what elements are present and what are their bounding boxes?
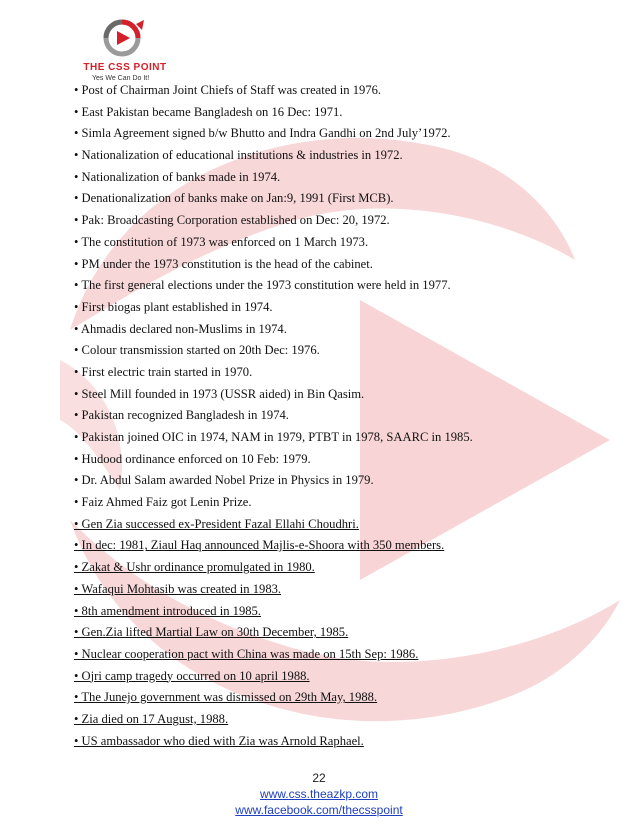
brand-tagline: Yes We Can Do It! [92,75,150,82]
list-item-text: • Wafaqui Mohtasib was created in 1983. [74,581,282,596]
list-item-text: • Nuclear cooperation pact with China was made on 15th Sep: 1986. [74,646,419,661]
list-item-text: • Nationalization of banks made in 1974. [74,169,281,184]
facebook-link[interactable]: www.facebook.com/thecsspoint [235,803,403,817]
list-item [74,340,574,362]
website-link[interactable]: www.css.theazkp.com [259,787,379,801]
list-item-text: • Simla Agreement signed b/w Bhutto and Indra Gandhi on 2nd July’1972. [74,126,451,141]
list-item-text: • Hudood ordinance enforced on 10 Feb: 1979. [74,451,311,466]
fact-list [74,80,574,752]
list-item [74,362,574,384]
list-item [74,275,574,297]
list-item-text: • Pakistan joined OIC in 1974, NAM in 1979, PTBT in 1978, SAARC in 1985. [74,430,473,444]
list-item [74,666,574,688]
list-item [74,731,574,753]
list-item-text: • Faiz Ahmed Faiz got Lenin Prize. [74,495,252,510]
list-item-text: • First biogas plant established in 1974. [74,299,273,314]
list-item [74,384,574,406]
footer [0,770,638,818]
list-item [74,80,574,102]
list-item [74,449,574,471]
logo-mark-icon [70,12,180,64]
list-item [74,405,574,427]
list-item-text: • Post of Chairman Joint Chiefs of Staff was created in 1976. [74,83,382,97]
list-item-text: • Pakistan recognized Bangladesh in 1974. [74,408,289,423]
list-item-text: • Pak: Broadcasting Corporation established on Dec: 20, 1972. [74,213,390,228]
brand-name: THE CSS POINT [83,62,167,73]
list-item-text: • PM under the 1973 constitution is the head of the cabinet. [74,256,373,271]
list-item-text: • First electric train started in 1970. [74,364,253,379]
list-item-text: • 8th amendment introduced in 1985. [74,603,261,618]
list-item [74,557,574,579]
list-item [74,622,574,644]
list-item-text: • Ahmadis declared non-Muslims in 1974. [74,321,287,336]
list-item [74,709,574,731]
list-item-text: • In dec: 1981, Ziaul Haq announced Majlis-e-Shoora with 350 members. [74,538,445,553]
list-item [74,492,574,514]
list-item-text: • East Pakistan became Bangladesh on 16 Dec: 1971. [74,104,343,119]
list-item [74,470,574,492]
list-item-text: • Zakat & Ushr ordinance promulgated in 1980. [74,560,315,575]
list-item-text: • US ambassador who died with Zia was Arnold Raphael. [74,733,364,748]
list-item [74,167,574,189]
list-item [74,102,574,124]
list-item [74,601,574,623]
list-item [74,297,574,319]
list-item-text: • Denationalization of banks make on Jan:9, 1991 (First MCB). [74,191,394,206]
list-item-text: • Steel Mill founded in 1973 (USSR aided) in Bin Qasim. [74,386,365,401]
list-item [74,254,574,276]
list-item-text: • Dr. Abdul Salam awarded Nobel Prize in Physics in 1979. [74,473,374,488]
list-item [74,123,574,145]
list-item [74,319,574,341]
list-item-text: • Zia died on 17 August, 1988. [74,711,229,726]
list-item-text: • Gen.Zia lifted Martial Law on 30th December, 1985. [74,625,349,640]
list-item [74,145,574,167]
list-item [74,644,574,666]
list-item-text: • The constitution of 1973 was enforced on 1 March 1973. [74,234,369,249]
list-item [74,687,574,709]
page-number: 22 [312,771,326,785]
list-item [74,535,574,557]
list-item-text: • Ojri camp tragedy occurred on 10 april 1988. [74,668,310,683]
list-item [74,210,574,232]
list-item-text: • Nationalization of educational institutions & industries in 1972. [74,148,403,163]
list-item-text: • The Junejo government was dismissed on 29th May, 1988. [74,690,378,705]
list-item [74,427,574,449]
list-item-text: • The first general elections under the 1973 constitution were held in 1977. [74,278,451,293]
list-item-text: • Colour transmission started on 20th Dec: 1976. [74,343,320,358]
list-item [74,514,574,536]
list-item-text: • Gen Zia successed ex-President Fazal Ellahi Choudhri. [74,516,359,531]
list-item [74,579,574,601]
list-item [74,232,574,254]
list-item [74,188,574,210]
